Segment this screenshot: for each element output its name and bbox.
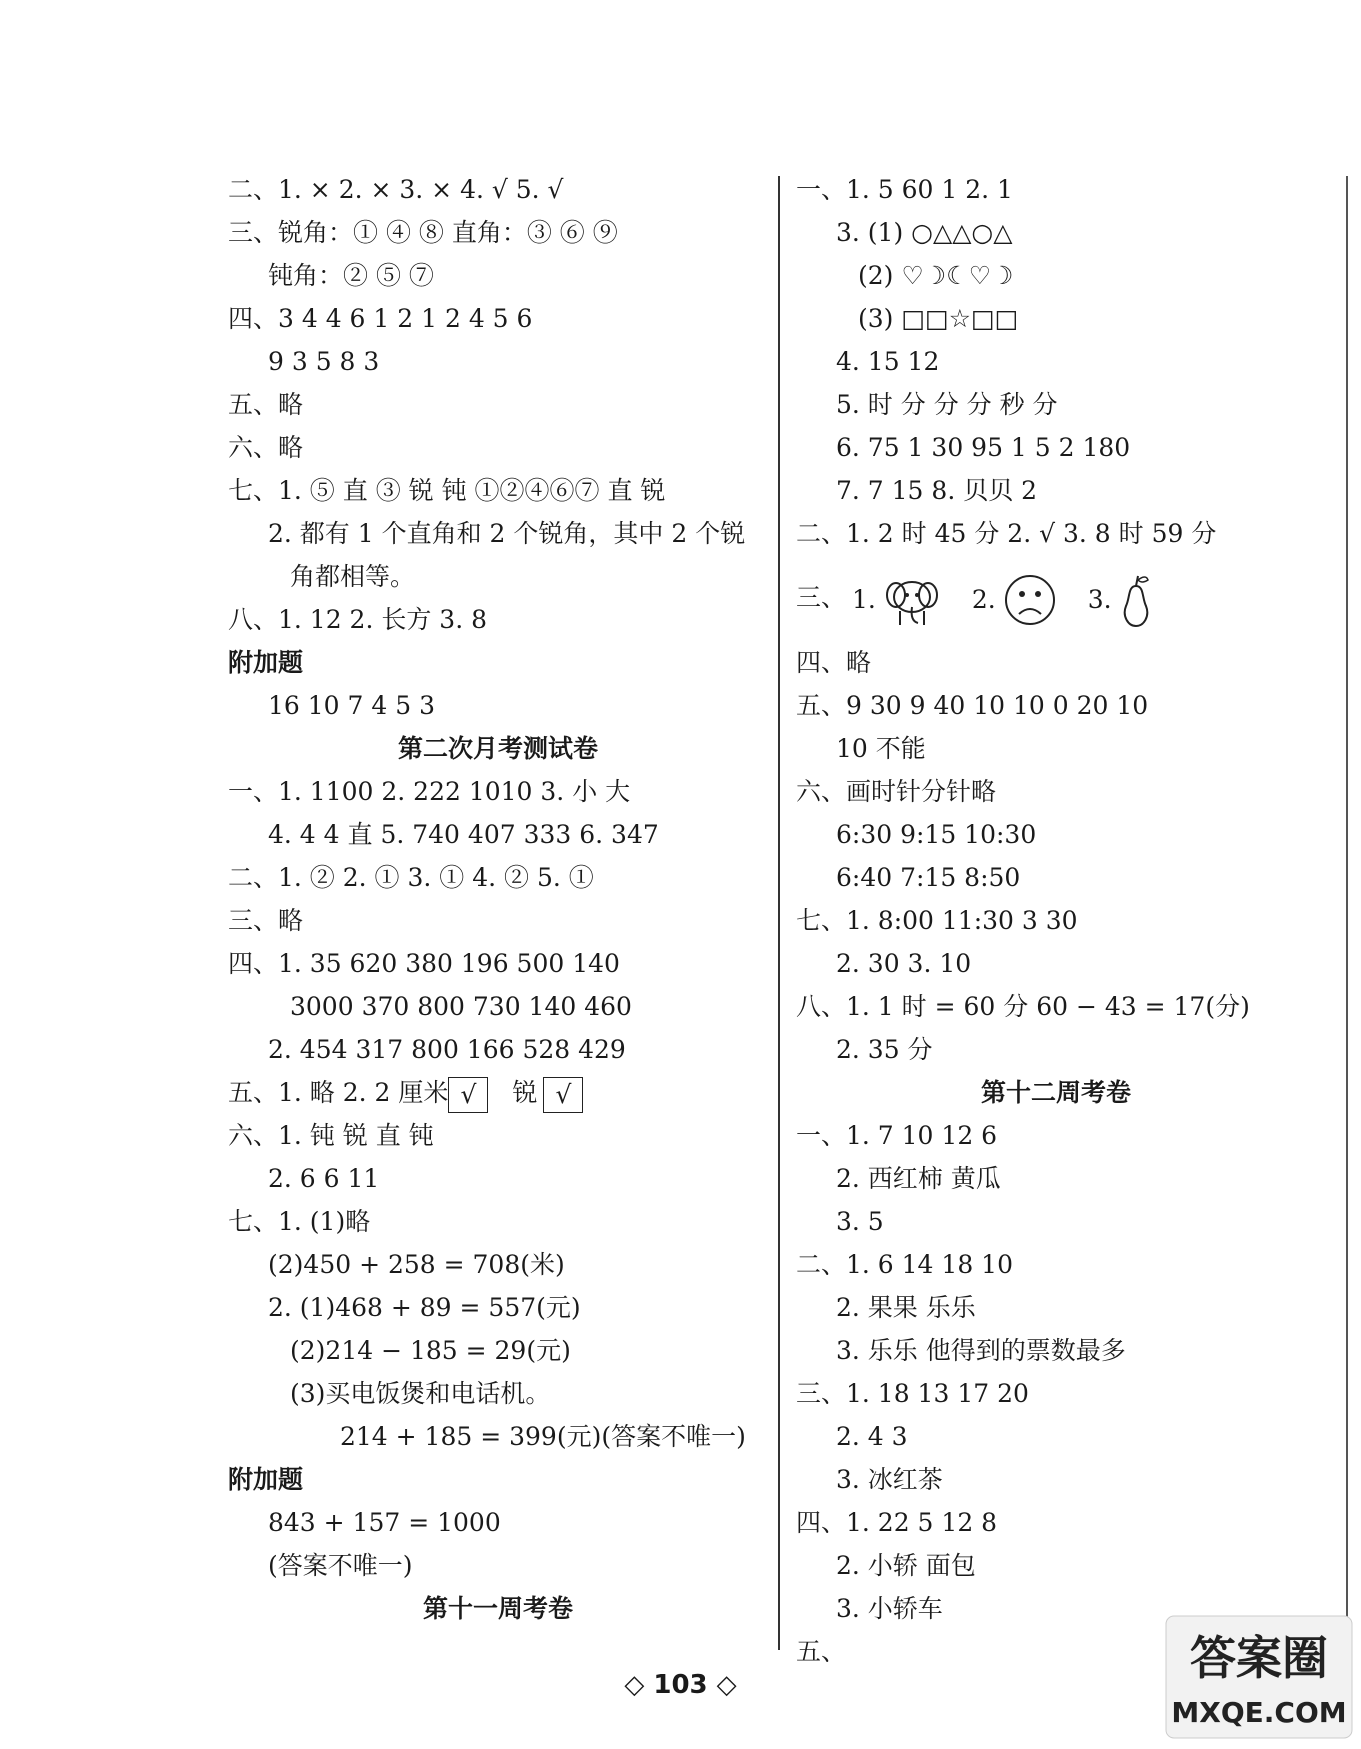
check-box: √ bbox=[448, 1077, 488, 1113]
answer-line: 3. 乐乐 他得到的票数最多 bbox=[836, 1336, 1126, 1365]
answer-line: 10 不能 bbox=[836, 734, 926, 763]
answer-line: 2. 果果 乐乐 bbox=[836, 1293, 976, 1322]
answer-line: 2. 西红柿 黄瓜 bbox=[836, 1164, 1001, 1193]
right-column bbox=[796, 168, 1316, 1673]
answer-line: 3. (1) ○△△○△ bbox=[836, 218, 1013, 247]
answer-line: 七、1. 8:00 11:30 3 30 bbox=[796, 906, 1078, 935]
section-title: 第十二周考卷 bbox=[980, 1078, 1131, 1107]
answer-line: 16 10 7 4 5 3 bbox=[268, 691, 435, 720]
section-title: 第十一周考卷 bbox=[422, 1594, 573, 1623]
answer-line: 一、1. 5 60 1 2. 1 bbox=[796, 175, 1013, 204]
answer-line: 3. 小轿车 bbox=[836, 1594, 943, 1623]
answer-line: 2. (1)468 + 89 = 557(元) bbox=[268, 1293, 581, 1322]
answer-line: 五、9 30 9 40 10 10 0 20 10 bbox=[796, 691, 1149, 720]
answer-line: 2. 35 分 bbox=[836, 1035, 933, 1064]
answer-line: 二、1. 6 14 18 10 bbox=[796, 1250, 1013, 1279]
left-column bbox=[228, 168, 768, 1630]
answer-line: 三、略 bbox=[228, 906, 304, 935]
answer-line: 3000 370 800 730 140 460 bbox=[290, 992, 632, 1021]
answer-line: 六、画时针分针略 bbox=[796, 777, 997, 806]
answer-line: 五、 bbox=[796, 1637, 847, 1666]
watermark-line2: MXQE.COM bbox=[1171, 1696, 1347, 1729]
column-divider bbox=[778, 176, 780, 1650]
watermark-logo bbox=[1164, 1612, 1354, 1742]
answer-line: 2. 454 317 800 166 528 429 bbox=[268, 1035, 626, 1064]
answer-line: 四、3 4 4 6 1 2 1 2 4 5 6 bbox=[228, 304, 533, 333]
answer-line: 843 + 157 = 1000 bbox=[268, 1508, 501, 1537]
answer-line: 角都相等。 bbox=[290, 562, 416, 591]
answer-line: 三、1. 18 13 17 20 bbox=[796, 1379, 1029, 1408]
section-title: 第二次月考测试卷 bbox=[397, 734, 598, 763]
answer-line: (3)买电饭煲和电话机。 bbox=[290, 1379, 551, 1408]
answer-line: 6. 75 1 30 95 1 5 2 180 bbox=[836, 433, 1131, 462]
answer-line: (答案不唯一) bbox=[268, 1551, 413, 1580]
answer-line: 2. 6 6 11 bbox=[268, 1164, 380, 1193]
answer-line: (2)450 + 258 = 708(米) bbox=[268, 1250, 565, 1279]
answer-line: 4. 15 12 bbox=[836, 347, 940, 376]
box-row-prefix: 五、1. 略 2. 2 厘米 bbox=[228, 1078, 449, 1107]
answer-line: 一、1. 7 10 12 6 bbox=[796, 1121, 998, 1150]
watermark-line1: 答案圈 bbox=[1190, 1631, 1328, 1685]
answer-line: (3) □□☆□□ bbox=[858, 304, 1019, 333]
answer-line: 214 + 185 = 399(元)(答案不唯一) bbox=[340, 1422, 746, 1451]
answer-line: 三、锐角：① ④ ⑧ 直角：③ ⑥ ⑨ bbox=[228, 218, 618, 247]
pear-icon bbox=[1118, 572, 1154, 628]
box-row-mid: 锐 bbox=[512, 1078, 538, 1107]
answer-line: 9 3 5 8 3 bbox=[268, 347, 380, 376]
sad-face-icon bbox=[1002, 572, 1058, 628]
answer-line: 二、1. 2 时 45 分 2. √ 3. 8 时 59 分 bbox=[796, 519, 1217, 548]
answer-line-box-row bbox=[228, 1071, 768, 1114]
answer-line: 钝角：② ⑤ ⑦ bbox=[268, 261, 434, 290]
section-heading: 附加题 bbox=[228, 648, 304, 677]
answer-line: 一、1. 1100 2. 222 1010 3. 小 大 bbox=[228, 777, 631, 806]
answer-line-icon-row bbox=[796, 555, 1316, 641]
answer-line: 二、1. ② 2. ① 3. ① 4. ② 5. ① bbox=[228, 863, 594, 892]
answer-line: 2. 4 3 bbox=[836, 1422, 908, 1451]
answer-line: (2)214 − 185 = 29(元) bbox=[290, 1336, 571, 1365]
icon-row-n1: 1. bbox=[852, 584, 876, 614]
answer-line: 3. 5 bbox=[836, 1207, 884, 1236]
page-number: ◇ 103 ◇ bbox=[624, 1670, 737, 1700]
answer-line: 6:30 9:15 10:30 bbox=[836, 820, 1037, 849]
check-box: √ bbox=[543, 1077, 583, 1113]
answer-line: 四、略 bbox=[796, 648, 872, 677]
elephant-icon bbox=[882, 571, 942, 629]
answer-line: 二、1. × 2. × 3. × 4. √ 5. √ bbox=[228, 175, 564, 204]
answer-line: 6:40 7:15 8:50 bbox=[836, 863, 1021, 892]
answer-line: 六、略 bbox=[228, 433, 304, 462]
answer-line: 八、1. 12 2. 长方 3. 8 bbox=[228, 605, 488, 634]
answer-line: 七、1. ⑤ 直 ③ 锐 钝 ①②④⑥⑦ 直 锐 bbox=[228, 476, 666, 505]
answer-line: 2. 小轿 面包 bbox=[836, 1551, 976, 1580]
answer-line: (2) ♡☽☾♡☽ bbox=[858, 261, 1014, 290]
icon-row-prefix: 三、 bbox=[796, 583, 847, 612]
answer-line: 2. 都有 1 个直角和 2 个锐角，其中 2 个锐 bbox=[268, 519, 746, 548]
answer-line: 六、1. 钝 锐 直 钝 bbox=[228, 1121, 434, 1150]
right-margin-rule bbox=[1346, 176, 1348, 1636]
answer-line: 7. 7 15 8. 贝贝 2 bbox=[836, 476, 1038, 505]
answer-line: 4. 4 4 直 5. 740 407 333 6. 347 bbox=[268, 820, 659, 849]
answer-line: 5. 时 分 分 分 秒 分 bbox=[836, 390, 1058, 419]
icon-row-n3: 3. bbox=[1087, 584, 1112, 614]
answer-line: 四、1. 35 620 380 196 500 140 bbox=[228, 949, 620, 978]
answer-line: 五、略 bbox=[228, 390, 304, 419]
answer-line: 3. 冰红茶 bbox=[836, 1465, 943, 1494]
section-heading: 附加题 bbox=[228, 1465, 304, 1494]
answer-line: 七、1. (1)略 bbox=[228, 1207, 371, 1236]
answer-line: 八、1. 1 时 = 60 分 60 − 43 = 17(分) bbox=[796, 992, 1250, 1021]
answer-line: 2. 30 3. 10 bbox=[836, 949, 972, 978]
icon-row-n2: 2. bbox=[971, 584, 996, 614]
answer-line: 四、1. 22 5 12 8 bbox=[796, 1508, 998, 1537]
